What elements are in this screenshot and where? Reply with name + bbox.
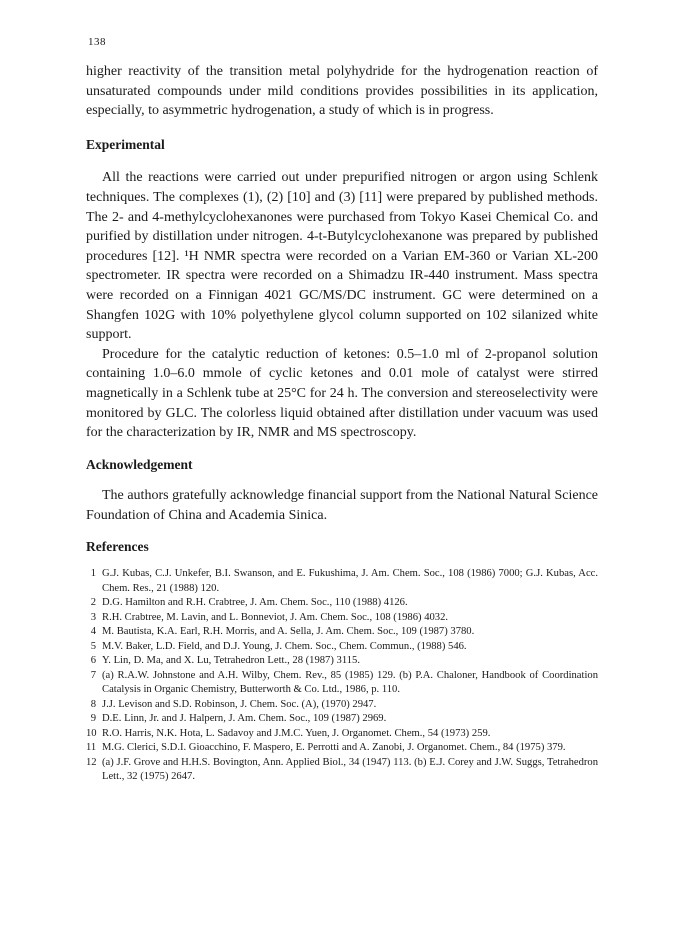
- reference-text: M. Bautista, K.A. Earl, R.H. Morris, and A. Sella, J. Am. Chem. Soc., 109 (1987) 3780.: [102, 626, 475, 638]
- intro-paragraph: higher reactivity of the transition metal polyhydride for the hydrogenation reaction of unsaturated compounds under mild conditions provides possibilities in its application, especially, to asymmetric hydrogenation, a study of which is in progress.: [86, 64, 598, 119]
- reference-item: [86, 611, 598, 626]
- experimental-heading: Experimental: [86, 136, 165, 152]
- reference-text: J.J. Levison and S.D. Robinson, J. Chem. Soc. (A), (1970) 2947.: [102, 698, 377, 710]
- experimental-paragraph-1: All the reactions were carried out under prepurified nitrogen or argon using Schlenk techniques. The complexes (1), (2) [10] and (3) [11] were prepared by published methods. The 2- and 4-methylcyclohexanones were purchased from Tokyo Kasei Chemical Co. and purified by distillation under nitrogen. 4-t-Butylcyclohexanone was prepared by published procedures [12]. ¹H NMR spectra were recorded on a Varian EM-360 or Varian XL-200 spectrometer. IR spectra were recorded on a Shimadzu IR-440 instrument. Mass spectra were recorded on a Finnigan 4021 GC/MS/DC instrument. GC were determined on a Shangfen 102G with 10% polyethylene glycol column supported on 102 silanized white support.: [86, 170, 598, 343]
- reference-item: [86, 741, 598, 756]
- references-heading: References: [86, 539, 149, 555]
- acknowledgement-text: The authors gratefully acknowledge financial support from the National Natural Science Foundation of China and Academia Sinica.: [86, 488, 598, 523]
- reference-number: 10: [86, 727, 97, 739]
- reference-item: [86, 698, 598, 713]
- reference-text: M.G. Clerici, S.D.I. Gioacchino, F. Maspero, E. Perrotti and A. Zanobi, J. Organomet. Chem., 84 (1975) 379.: [102, 742, 566, 754]
- reference-item: [86, 654, 598, 669]
- reference-number: 12: [86, 756, 97, 768]
- reference-item: [86, 596, 598, 611]
- reference-number: 4: [90, 626, 96, 638]
- reference-number: 5: [90, 640, 96, 652]
- reference-number: 6: [90, 655, 96, 667]
- reference-text: D.G. Hamilton and R.H. Crabtree, J. Am. Chem. Soc., 110 (1988) 4126.: [102, 597, 408, 609]
- reference-number: 3: [90, 611, 96, 623]
- page-number: 138: [88, 36, 106, 48]
- reference-number: 1: [90, 568, 96, 580]
- reference-item: [86, 640, 598, 655]
- reference-item: [86, 727, 598, 742]
- reference-number: 9: [90, 713, 96, 725]
- acknowledgement-heading: Acknowledgement: [86, 456, 193, 472]
- reference-text: (a) R.A.W. Johnstone and A.H. Wilby, Chem. Rev., 85 (1985) 129. (b) P.A. Chaloner, Handbook of Coordination Catalysis in Organic Chemistry, Butterworth & Co. Ltd., 1986, p. 110.: [102, 669, 598, 696]
- reference-item: [86, 625, 598, 640]
- reference-item: [86, 567, 598, 596]
- reference-text: G.J. Kubas, C.J. Unkefer, B.I. Swanson, and E. Fukushima, J. Am. Chem. Soc., 108 (1986) 7000; G.J. Kubas, Acc. Chem. Res., 21 (1988) 120.: [102, 568, 598, 594]
- reference-item: [86, 756, 598, 785]
- reference-item: [86, 669, 598, 698]
- reference-text: R.H. Crabtree, M. Lavin, and L. Bonneviot, J. Am. Chem. Soc., 108 (1986) 4032.: [102, 611, 449, 623]
- reference-text: R.O. Harris, N.K. Hota, L. Sadavoy and J.M.C. Yuen, J. Organomet. Chem., 54 (1973) 259.: [102, 727, 491, 739]
- reference-text: D.E. Linn, Jr. and J. Halpern, J. Am. Chem. Soc., 109 (1987) 2969.: [102, 713, 387, 725]
- reference-item: [86, 712, 598, 727]
- reference-number: 11: [86, 742, 97, 754]
- reference-text: Y. Lin, D. Ma, and X. Lu, Tetrahedron Lett., 28 (1987) 3115.: [102, 655, 360, 667]
- references-list: [86, 567, 598, 785]
- reference-number: 8: [90, 698, 96, 710]
- reference-number: 2: [90, 597, 96, 609]
- reference-text: (a) J.F. Grove and H.H.S. Bovington, Ann. Applied Biol., 34 (1947) 113. (b) E.J. Corey and J.W. Suggs, Tetrahedron Lett., 32 (1975) 2647.: [102, 756, 598, 783]
- experimental-paragraph-2: Procedure for the catalytic reduction of ketones: 0.5–1.0 ml of 2-propanol solution containing 1.0–6.0 mmole of cyclic ketones and 0.01 mole of catalyst were stirred magnetically in a Schlenk tube at 25°C for 24 h. The conversion and stereoselectivity were monitored by GLC. The colorless liquid obtained after distillation under vacuum was used for the characterization by IR, NMR and MS spectroscopy.: [86, 346, 598, 441]
- article-body: [86, 62, 598, 785]
- reference-number: 7: [90, 669, 96, 681]
- reference-text: M.V. Baker, L.D. Field, and D.J. Young, J. Chem. Soc., Chem. Commun., (1988) 546.: [102, 640, 467, 652]
